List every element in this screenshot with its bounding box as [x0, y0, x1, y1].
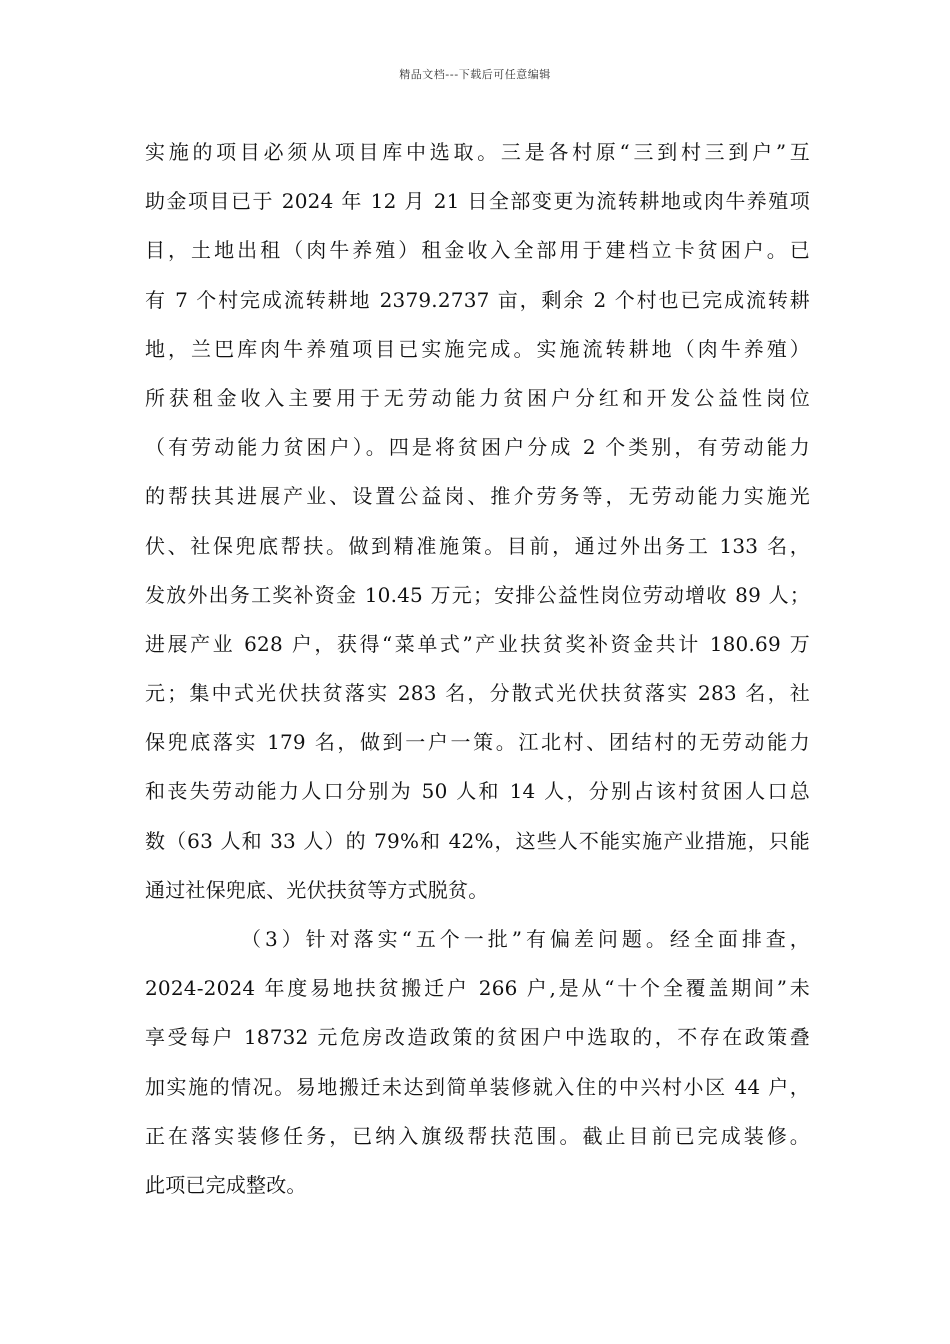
text-line: 加实施的情况。易地搬迁未达到简单装修就入住的中兴村小区 44 户，: [145, 1074, 810, 1099]
text-line: 助金项目已于 2024 年 12 月 21 日全部变更为流转耕地或肉牛养殖项: [145, 189, 810, 214]
text-line: 目，土地出租（肉牛养殖）租金收入全部用于建档立卡贫困户。已: [145, 238, 810, 263]
text-line: 通过社保兜底、光伏扶贫等方式脱贫。: [145, 877, 489, 902]
text-line: （3）针对落实“五个一批”有偏差问题。经全面排查，: [241, 927, 810, 951]
page-header: 精品文档---下载后可任意编辑: [399, 68, 551, 81]
text-line: 的帮扶其进展产业、设置公益岗、推介劳务等，无劳动能力实施光: [145, 484, 810, 509]
text-line: 元；集中式光伏扶贫落实 283 名，分散式光伏扶贫落实 283 名，社: [145, 681, 810, 706]
text-line: 实施的项目必须从项目库中选取。三是各村原“三到村三到户”互: [145, 140, 810, 164]
paragraph-2: [145, 915, 810, 1210]
text-line: 数（63 人和 33 人）的 79%和 42%，这些人不能实施产业措施，只能: [145, 828, 810, 853]
text-line: 和丧失劳动能力人口分别为 50 人和 14 人，分别占该村贫困人口总: [145, 779, 810, 804]
document-body: [145, 128, 810, 1210]
text-line: 进展产业 628 户，获得“菜单式”产业扶贫奖补资金共计 180.69 万: [145, 631, 810, 656]
text-line: 发放外出务工奖补资金 10.45 万元；安排公益性岗位劳动增收 89 人；: [145, 582, 810, 607]
text-line: 有 7 个村完成流转耕地 2379.2737 亩，剩余 2 个村也已完成流转耕: [145, 287, 810, 312]
text-line: （有劳动能力贫困户）。四是将贫困户分成 2 个类别，有劳动能力: [145, 435, 810, 460]
text-line: 享受每户 18732 元危房改造政策的贫困户中选取的，不存在政策叠: [145, 1025, 810, 1050]
text-line: 2024-2024 年度易地扶贫搬迁户 266 户,是从“十个全覆盖期间”未: [145, 976, 810, 1001]
text-line: 伏、社保兜底帮扶。做到精准施策。目前，通过外出务工 133 名，: [145, 533, 810, 558]
paragraph-1: [145, 128, 810, 915]
text-line: 保兜底落实 179 名，做到一户一策。江北村、团结村的无劳动能力: [145, 730, 810, 755]
text-line: 正在落实装修任务，已纳入旗级帮扶范围。截止目前已完成装修。: [145, 1123, 810, 1148]
text-line: 所获租金收入主要用于无劳动能力贫困户分红和开发公益性岗位: [145, 385, 810, 410]
text-line: 地，兰巴库肉牛养殖项目已实施完成。实施流转耕地（肉牛养殖）: [145, 336, 810, 361]
text-line: 此项已完成整改。: [145, 1172, 307, 1197]
